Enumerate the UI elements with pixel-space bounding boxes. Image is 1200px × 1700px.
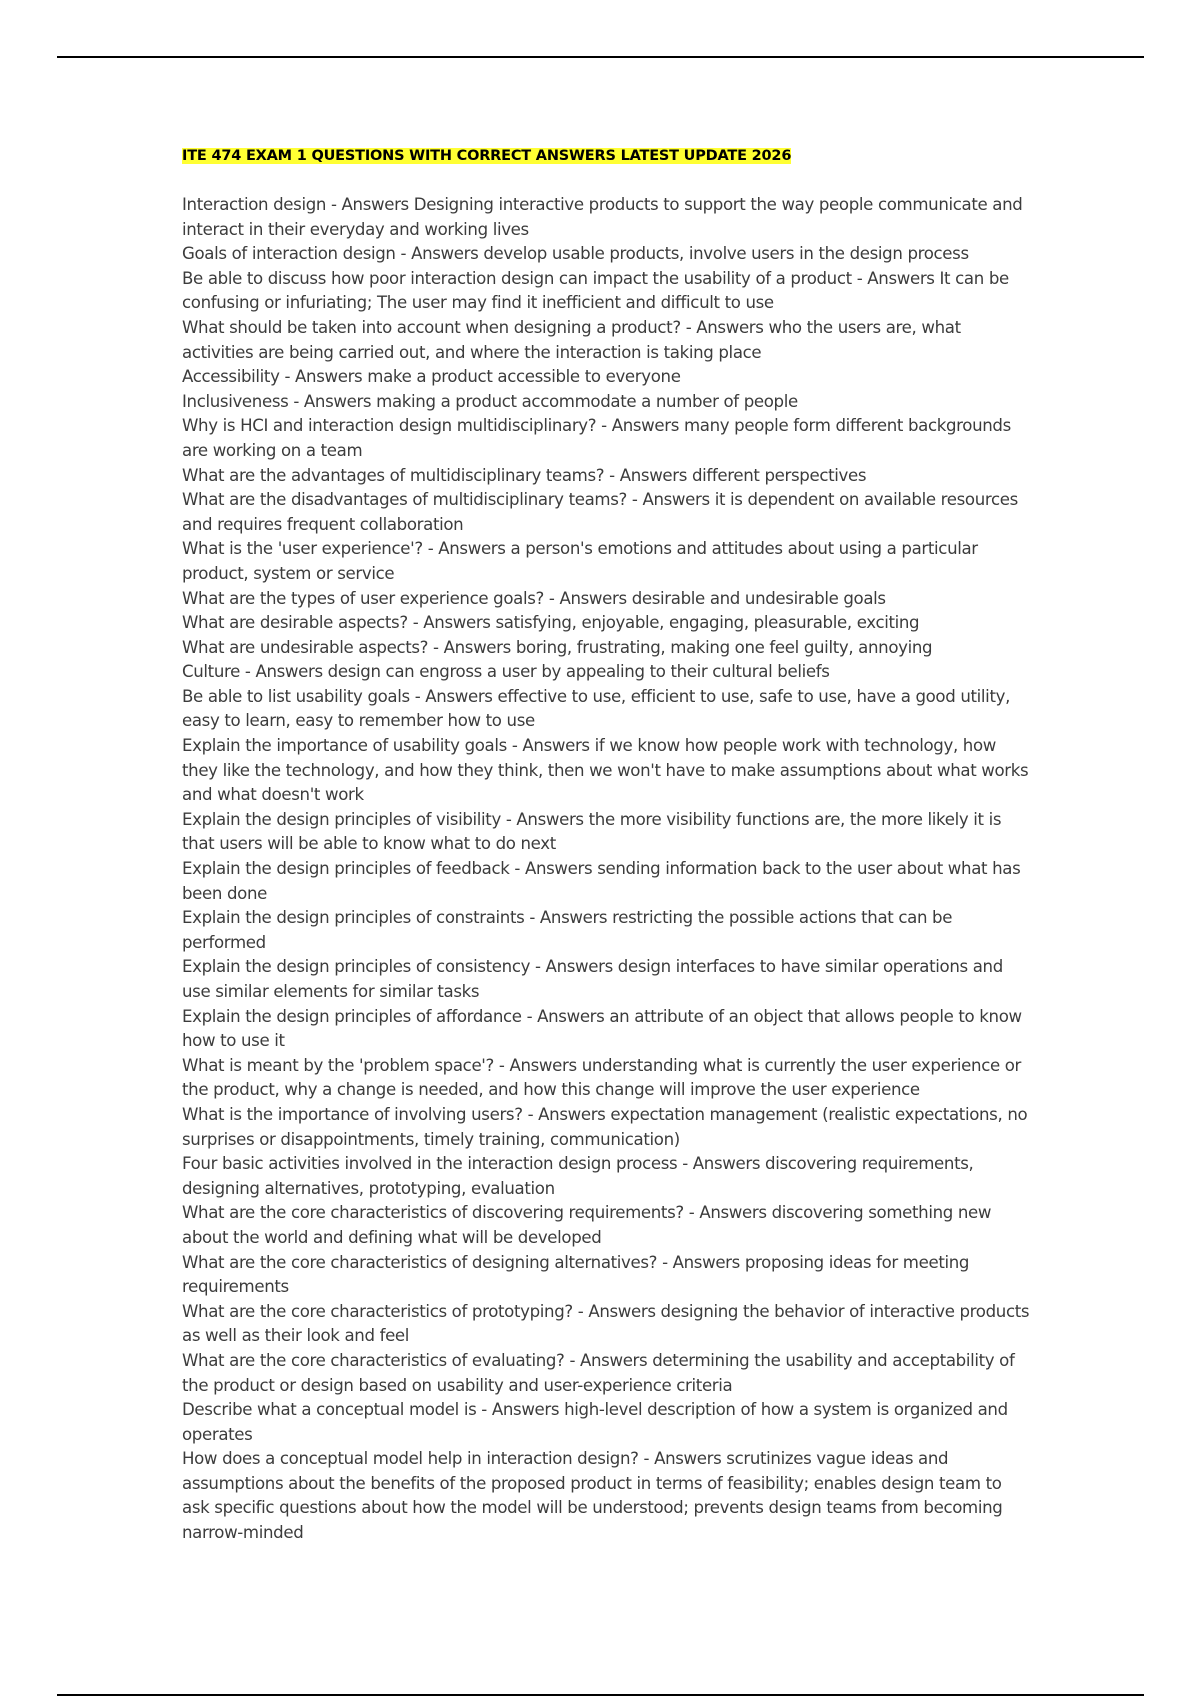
qa-entry: What is meant by the 'problem space'? - Answers understanding what is currently the user experience or the product, why a change is needed, and how this change will improve the user experience (182, 1055, 1022, 1100)
qa-entry: Four basic activities involved in the interaction design process - Answers discovering requirements, designing alternatives, prototyping, evaluation (182, 1154, 974, 1198)
qa-entry: Why is HCI and interaction design multidisciplinary? - Answers many people form different backgrounds are working on a team (182, 416, 1011, 460)
top-rule (57, 56, 1144, 58)
qa-entry: Explain the importance of usability goals - Answers if we know how people work with technology, how they like the technology, and how they think, then we won't have to make assumptions about what works and what doesn't work (182, 736, 1029, 805)
qa-entry: What are desirable aspects? - Answers satisfying, enjoyable, engaging, pleasurable, exciting (182, 613, 920, 633)
qa-entry: Explain the design principles of affordance - Answers an attribute of an object that allows people to know how to use it (182, 1006, 1022, 1051)
qa-entry: Describe what a conceptual model is - Answers high-level description of how a system is organized and operates (182, 1400, 1008, 1444)
qa-entry: What are the disadvantages of multidisciplinary teams? - Answers it is dependent on available resources and requires frequent collaboration (182, 490, 1018, 534)
qa-entry: Goals of interaction design - Answers develop usable products, involve users in the design process (182, 244, 969, 264)
qa-entry: Interaction design - Answers Designing interactive products to support the way people communicate and interact in their everyday and working lives (182, 195, 1023, 239)
qa-entry: Accessibility - Answers make a product accessible to everyone (182, 367, 681, 387)
qa-list (182, 193, 1032, 1546)
qa-entry: What are the types of user experience goals? - Answers desirable and undesirable goals (182, 588, 886, 608)
qa-entry: Explain the design principles of consistency - Answers design interfaces to have similar operations and use similar elements for similar tasks (182, 957, 1003, 1001)
qa-entry: Be able to discuss how poor interaction design can impact the usability of a product - Answers It can be confusing or infuriating; The user may find it inefficient and difficult to use (182, 268, 1009, 313)
title-block (182, 145, 1032, 179)
qa-entry: What are the core characteristics of designing alternatives? - Answers proposing ideas for meeting requirements (182, 1252, 970, 1297)
qa-entry: What are the core characteristics of prototyping? - Answers designing the behavior of interactive products as well as their look and feel (182, 1301, 1030, 1346)
qa-entry: Be able to list usability goals - Answers effective to use, efficient to use, safe to use, have a good utility, easy to learn, easy to remember how to use (182, 686, 1010, 731)
qa-entry: Explain the design principles of feedback - Answers sending information back to the user about what has been done (182, 859, 1021, 903)
qa-entry: What is the importance of involving users? - Answers expectation management (realistic expectations, no surprises or disappointments, timely training, communication) (182, 1104, 1028, 1149)
qa-entry: What are undesirable aspects? - Answers boring, frustrating, making one feel guilty, annoying (182, 637, 933, 657)
qa-entry: How does a conceptual model help in interaction design? - Answers scrutinizes vague ideas and assumptions about the benefits of the proposed product in terms of feasibility; enables design team to ask specific questions about how the model will be understood; prevents design teams from becoming narrow-minded (182, 1449, 1003, 1543)
qa-entry: Inclusiveness - Answers making a product accommodate a number of people (182, 391, 798, 411)
qa-entry: What is the 'user experience'? - Answers a person's emotions and attitudes about using a particular product, system or service (182, 539, 978, 583)
bottom-rule (57, 1694, 1144, 1696)
qa-entry: Explain the design principles of visibility - Answers the more visibility functions are, the more likely it is that users will be able to know what to do next (182, 809, 1002, 854)
qa-entry: Explain the design principles of constraints - Answers restricting the possible actions that can be performed (182, 908, 953, 952)
qa-entry: What should be taken into account when designing a product? - Answers who the users are, what activities are being carried out, and where the interaction is taking place (182, 317, 961, 362)
qa-entry: Culture - Answers design can engross a user by appealing to their cultural beliefs (182, 662, 830, 682)
document-body (182, 145, 1032, 1546)
qa-entry: What are the core characteristics of evaluating? - Answers determining the usability and acceptability of the product or design based on usability and user-experience criteria (182, 1350, 1015, 1395)
document-title: ITE 474 EXAM 1 QUESTIONS WITH CORRECT ANSWERS LATEST UPDATE 2026 (182, 148, 792, 164)
qa-entry: What are the advantages of multidisciplinary teams? - Answers different perspectives (182, 465, 867, 485)
qa-entry: What are the core characteristics of discovering requirements? - Answers discovering something new about the world and defining what will be developed (182, 1203, 992, 1247)
